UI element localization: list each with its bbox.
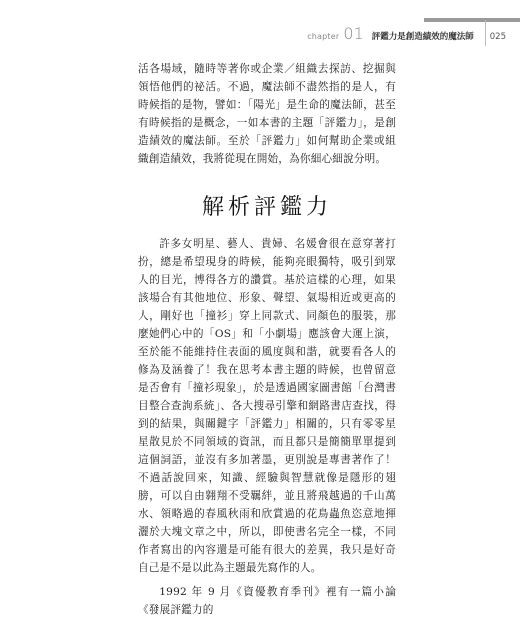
header-rule: [424, 18, 520, 22]
header-inner: [307, 26, 506, 42]
page-content: [138, 60, 396, 619]
intro-paragraph: 活各場域，隨時等著你或企業／組織去探訪、挖掘與領悟他們的祕活。不過，魔法師不盡然指的是人，有時候指的是物，譬如：「陽光」是生命的魔法師，甚至有時候指的是概念，一如本書的主題「評鑑力」，是創造績效的魔法師。至於「評鑑力」如何幫助企業或組織創造績效，我將從現在開始，為你細心細說分明。: [138, 63, 396, 165]
running-title: 評鑑力是創造績效的魔法師: [371, 32, 474, 42]
body-paragraph-1: 許多女明星、藝人、貴婦、名媛會很在意穿著打扮，總是希望現身的時候，能夠亮眼獨特，吸引到眾人的目光，博得各方的讚賞。基於這樣的心理，如果該場合有其他地位、形象、聲望、氣場相近或更高的人，剛好也「撞衫」穿上同款式、同顏色的服裝，那麼她們心中的「OS」和「小劇場」應該會大運上演，至於能不能維持住表面的風度與和諧，就要看各人的修為及涵養了！我在思考本書主題的時候，也曾留意是否會有「撞衫現象」，於是透過國家圖書館「台灣書目整合查詢系統」、各大搜尋引擎和網路書店查找，得到的結果，與關鍵字「評鑑力」相關的，只有零零星星散見於不同領域的資訊，而且都只是簡簡單單提到這個詞語，並沒有多加著墨，更別說是專書著作了！不過話說回來，知識、經驗與智慧就像是隱形的翅膀，可以自由翱翔不受羈絆，並且將飛越過的千山萬水、領略過的春風秋雨和欣賞過的花鳥蟲魚恣意地揮灑於大塊文章之中，所以，即使書名完全一樣，不同作者寫出的內容還是可能有很大的差異，我只是好奇自己是不是以此為主題最先寫作的人。: [138, 238, 396, 574]
page-header: [0, 18, 520, 42]
page-number: 025: [489, 32, 506, 42]
chapter-label: chapter: [307, 32, 340, 41]
body-paragraph-2: 1992 年 9 月《資優教育季刊》裡有一篇小論《發展評鑑力的: [138, 586, 396, 616]
section-title: 解析評鑑力: [201, 195, 332, 220]
chapter-number: 01: [343, 24, 364, 43]
